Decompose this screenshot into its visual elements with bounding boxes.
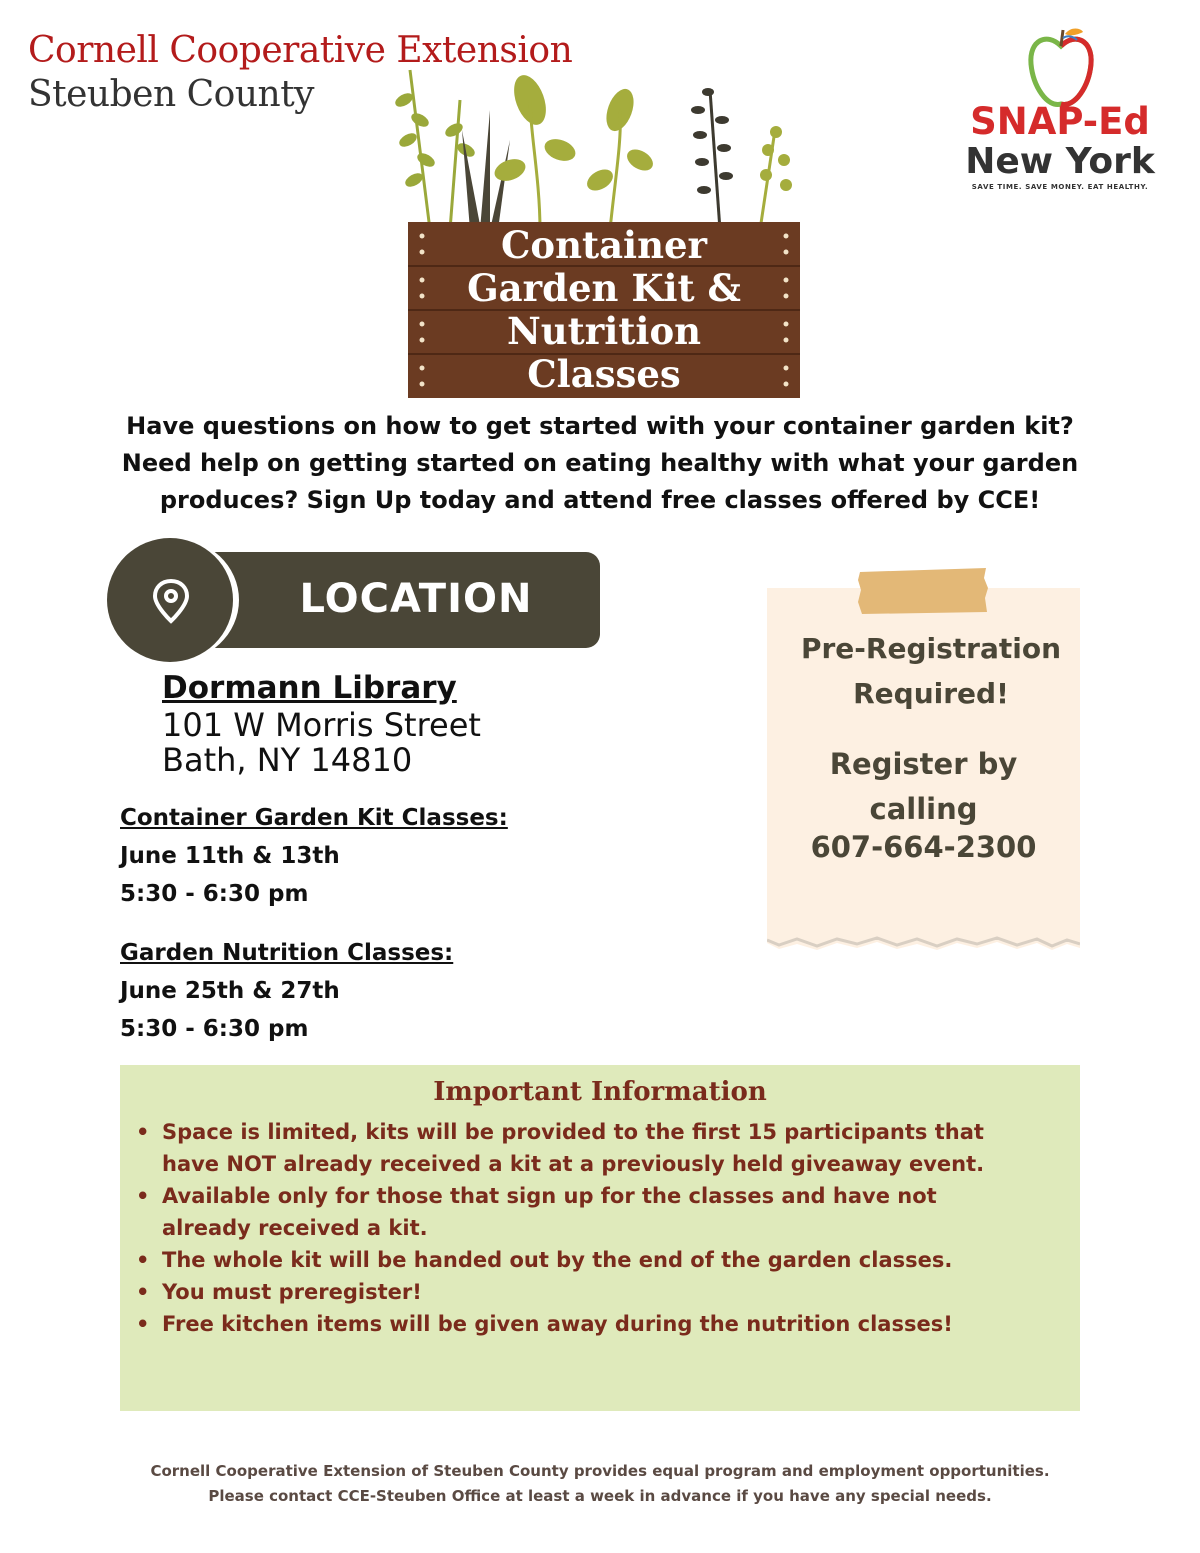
register-by-text bbox=[767, 742, 1080, 832]
schedule-time: 5:30 - 6:30 pm bbox=[120, 881, 309, 907]
list-item-line: • Free kitchen items will be given away during the nutrition classes! bbox=[162, 1312, 953, 1336]
apple-logo-icon bbox=[1025, 24, 1097, 112]
list-item-line: • You must preregister! bbox=[162, 1280, 422, 1304]
tape-strip bbox=[858, 568, 988, 614]
list-item bbox=[162, 1180, 1102, 1244]
list-item-line: have NOT already received a kit at a previously held giveaway event. bbox=[162, 1152, 985, 1176]
library-street: 101 W Morris Street bbox=[162, 706, 481, 744]
register-line: Register by bbox=[829, 747, 1018, 781]
crate-title-line: Garden Kit & bbox=[467, 266, 741, 310]
footer-equal-opportunity: Cornell Cooperative Extension of Steuben County provides equal program and employment opportunities. bbox=[150, 1462, 1050, 1480]
org-county: Steuben County bbox=[28, 74, 314, 115]
snap-ed-tagline: SAVE TIME. SAVE MONEY. EAT HEALTHY. bbox=[971, 183, 1149, 191]
location-label: LOCATION bbox=[299, 576, 533, 622]
phone-number: 607-664-2300 bbox=[810, 830, 1037, 864]
list-item bbox=[162, 1308, 1102, 1340]
location-pin-icon bbox=[150, 578, 192, 624]
intro-line: Need help on getting started on eating healthy with what your garden bbox=[121, 449, 1079, 477]
library-city: Bath, NY 14810 bbox=[162, 741, 413, 779]
schedule-dates: June 25th & 27th bbox=[120, 978, 340, 1004]
crate-title-line: Container bbox=[500, 223, 708, 267]
snap-ed-title: SNAP-Ed bbox=[970, 100, 1150, 143]
crate-title bbox=[408, 224, 800, 396]
register-line: calling bbox=[869, 792, 978, 826]
schedule-heading: Garden Nutrition Classes: bbox=[120, 940, 454, 966]
crate-title-line: Classes bbox=[527, 352, 681, 396]
list-item-line: • The whole kit will be handed out by the end of the garden classes. bbox=[162, 1248, 953, 1272]
pre-registration-line: Pre-Registration bbox=[800, 632, 1062, 665]
snap-ed-subtitle: New York bbox=[965, 141, 1155, 182]
list-item bbox=[162, 1244, 1102, 1276]
library-name: Dormann Library bbox=[162, 670, 457, 706]
schedule-time: 5:30 - 6:30 pm bbox=[120, 1016, 309, 1042]
intro-text bbox=[40, 408, 1160, 519]
pre-registration-text bbox=[767, 626, 1095, 716]
schedule-dates: June 11th & 13th bbox=[120, 843, 340, 869]
schedule-heading: Container Garden Kit Classes: bbox=[120, 805, 508, 831]
list-item-line: • Available only for those that sign up for the classes and have not bbox=[162, 1184, 937, 1208]
footer-special-needs: Please contact CCE-Steuben Office at least a week in advance if you have any special needs. bbox=[208, 1487, 992, 1505]
important-info-list bbox=[130, 1116, 1102, 1340]
list-item bbox=[162, 1276, 1102, 1308]
list-item bbox=[162, 1116, 1102, 1180]
crate-title-line: Nutrition bbox=[506, 309, 702, 353]
intro-line: produces? Sign Up today and attend free classes offered by CCE! bbox=[159, 486, 1041, 514]
list-item-line: • Space is limited, kits will be provided to the first 15 participants that bbox=[162, 1120, 984, 1144]
org-name: Cornell Cooperative Extension bbox=[28, 30, 573, 71]
important-info-title: Important Information bbox=[433, 1077, 767, 1107]
list-item-line: already received a kit. bbox=[162, 1216, 428, 1240]
pre-registration-line: Required! bbox=[853, 677, 1009, 710]
intro-line: Have questions on how to get started with your container garden kit? bbox=[126, 412, 1074, 440]
plants-illustration bbox=[390, 40, 810, 240]
